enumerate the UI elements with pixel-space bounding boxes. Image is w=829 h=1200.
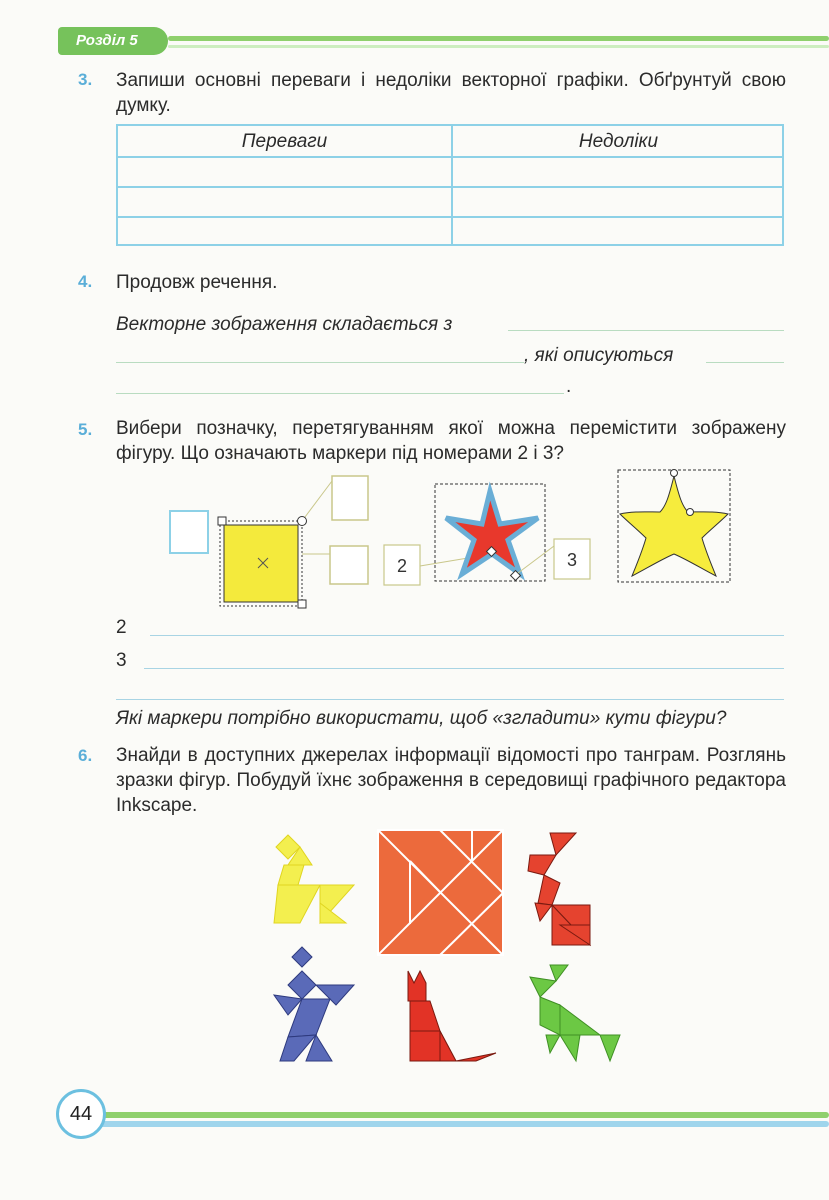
markers-diagram	[160, 466, 760, 616]
task-3-number: 3.	[78, 70, 93, 89]
answer-line[interactable]	[144, 668, 784, 669]
task-6-number: 6.	[78, 746, 93, 765]
node-marker-circle[interactable]	[687, 509, 694, 516]
advantages-table	[116, 124, 784, 246]
tangram-green-bird	[530, 965, 620, 1061]
answer-label-2: 2	[116, 617, 127, 638]
table-row-divider	[118, 186, 782, 188]
sentence-end: .	[566, 376, 572, 397]
connector-line	[302, 481, 332, 521]
header-decor-line-light	[168, 45, 829, 48]
task-5-question: Які маркери потрібно використати, щоб «згладити» кути фігури?	[116, 708, 727, 729]
answer-label-3: 3	[116, 650, 127, 671]
task-6-text: Знайди в доступних джерелах інформації відомості про танграм. Розглянь зразки фігур. Побудуй їхнє зображення в середовищі графічного редактора Inkscape.	[116, 745, 786, 816]
answer-line[interactable]	[508, 330, 784, 331]
corner-handle-square[interactable]	[218, 517, 226, 525]
section-tab: Розділ 5	[58, 27, 168, 55]
page-number: 44	[56, 1089, 106, 1139]
answer-box-middle[interactable]	[330, 546, 368, 584]
task-3-text: Запиши основні переваги і недоліки векторної графіки. Обґрунтуй свою думку.	[116, 70, 786, 116]
footer-decor-line-blue	[100, 1121, 829, 1127]
marker-label-3: 3	[566, 550, 578, 570]
rotation-handle-circle[interactable]	[298, 517, 307, 526]
answer-line[interactable]	[116, 393, 564, 394]
yellow-star	[620, 476, 728, 576]
tangram-red-rabbit	[528, 833, 590, 945]
connector-line	[518, 546, 554, 573]
tangram-red-cat	[408, 971, 496, 1061]
answer-box-top[interactable]	[332, 476, 368, 520]
tangram-blue-figure	[274, 947, 354, 1061]
table-header-disadvantages: Недоліки	[578, 131, 659, 152]
answer-line[interactable]	[116, 362, 524, 363]
task-5-text: Вибери позначку, перетягуванням якої можна перемістити зображену фігуру. Що означають маркери під номерами 2 і 3?	[116, 418, 786, 464]
red-star	[446, 491, 538, 574]
answer-line[interactable]	[116, 699, 784, 700]
sentence-part-1: Векторне зображення складається з	[116, 314, 453, 335]
answer-line[interactable]	[150, 635, 784, 636]
footer-decor-line	[100, 1112, 829, 1118]
node-marker-circle[interactable]	[671, 470, 678, 477]
yellow-square	[224, 525, 298, 602]
task-4-text: Продовж речення.	[116, 272, 278, 293]
task-5-number: 5.	[78, 420, 93, 439]
tangram-yellow-duck	[274, 835, 354, 923]
corner-handle-square[interactable]	[298, 600, 306, 608]
header-decor-line	[168, 36, 829, 41]
sentence-part-2: , які описуються	[524, 345, 674, 366]
answer-line[interactable]	[706, 362, 784, 363]
tangram-figures	[260, 825, 660, 1080]
table-column-divider	[451, 126, 453, 244]
marker-label-2: 2	[396, 556, 408, 576]
task-4-number: 4.	[78, 272, 93, 291]
table-header-advantages: Переваги	[241, 131, 328, 152]
table-row-divider	[118, 156, 782, 158]
answer-box-left[interactable]	[170, 511, 208, 553]
table-row-divider	[118, 216, 782, 218]
tangram-orange-square	[378, 830, 503, 955]
